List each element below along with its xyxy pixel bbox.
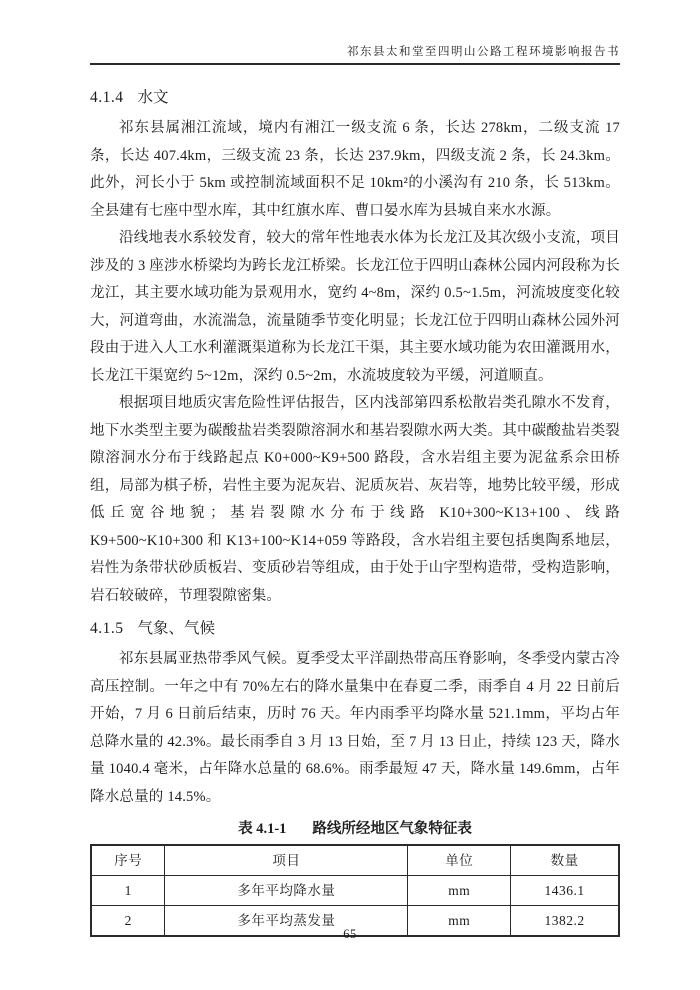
- column-header-item: 项目: [165, 845, 408, 876]
- column-header-unit: 单位: [408, 845, 511, 876]
- section-title: 水文: [137, 89, 169, 106]
- table-caption-title: 路线所经地区气象特征表: [312, 821, 472, 837]
- cell-item: 多年平均降水量: [165, 876, 408, 906]
- cell-unit: mm: [408, 906, 511, 937]
- paragraph: 祁东县属湘江流域，境内有湘江一级支流 6 条，长达 278km，二级支流 17 条，长达 407.4km，三级支流 23 条，长达 237.9km，四级支流 2 条，长 24.3km。此外，河长小于 5km 或控制流域面积不足 10km²的小溪沟有 210 条，长 513km。全县建有七座中型水库，其中红旗水库、曹口晏水库为县城自来水水源。: [90, 120, 620, 219]
- section-number: 4.1.5: [90, 620, 124, 637]
- table-header-row: [91, 845, 619, 876]
- table-row: [91, 876, 619, 906]
- section-title: 气象、气候: [137, 620, 216, 637]
- page-content: [90, 88, 620, 937]
- cell-index: 1: [91, 876, 165, 906]
- report-title: 祁东县太和堂至四明山公路工程环境影响报告书: [347, 46, 620, 58]
- column-header-value: 数量: [511, 845, 619, 876]
- cell-unit: mm: [408, 876, 511, 906]
- page-footer: [0, 927, 700, 942]
- page-header: [90, 0, 620, 65]
- section-heading-climate: [90, 619, 620, 639]
- section-number: 4.1.4: [90, 89, 124, 106]
- column-header-index: 序号: [91, 845, 165, 876]
- table-caption: [90, 820, 620, 839]
- paragraph: 祁东县属亚热带季风气候。夏季受太平洋副热带高压脊影响，冬季受内蒙古冷高压控制。一年之中有 70%左右的降水量集中在春夏二季，雨季自 4 月 22 日前后开始，7 月 6 日前后结束，历时 76 天。年内雨季平均降水量 521.1mm，平均占年总降水量的 42.3%。最长雨季自 3 月 13 日始，至 7 月 13 日止，持续 123 天，降水量 1040.4 毫米，占年降水总量的 68.6%。雨季最短 47 天，降水量 149.6mm，占年降水总量的 14.5%。: [90, 651, 620, 805]
- page-number: 65: [343, 927, 357, 941]
- cell-value: 1436.1: [511, 876, 619, 906]
- paragraph: 根据项目地质灾害危险性评估报告，区内浅部第四系松散岩类孔隙水不发育，地下水类型主要为碳酸盐岩类裂隙溶洞水和基岩裂隙水两大类。其中碳酸盐岩类裂隙溶洞水分布于线路起点 K0+000~K9+500 路段，含水岩组主要为泥盆系佘田桥组，局部为棋子桥，岩性主要为泥灰岩、泥质灰岩、灰岩等，地势比较平缓，形成低丘宽谷地貌；基岩裂隙水分布于线路 K10+300~K13+100、线路 K9+500~K10+300 和 K13+100~K14+059 等路段，含水岩组主要包括奥陶系地层，岩性为条带状砂质板岩、变质砂岩等组成，由于处于山字型构造带，受构造影响，岩石较破碎，节理裂隙密集。: [90, 395, 620, 604]
- cell-item: 多年平均蒸发量: [165, 906, 408, 937]
- weather-features-table: [90, 844, 620, 937]
- cell-value: 1382.2: [511, 906, 619, 937]
- table-caption-label: 表 4.1-1: [238, 821, 287, 837]
- section-heading-hydrology: [90, 88, 620, 108]
- cell-index: 2: [91, 906, 165, 937]
- paragraph: 沿线地表水系较发育，较大的常年性地表水体为长龙江及其次级小支流，项目涉及的 3 座涉水桥梁均为跨长龙江桥梁。长龙江位于四明山森林公园内河段称为长龙江，其主要水域功能为景观用水，宽约 4~8m，深约 0.5~1.5m，河流坡度变化较大，河道弯曲，水流湍急，流量随季节变化明显；长龙江位于四明山森林公园外河段由于进入人工水利灌溉渠道称为长龙江干渠，其主要水域功能为农田灌溉用水，长龙江干渠宽约 5~12m，深约 0.5~2m，水流坡度较为平缓，河道顺直。: [90, 230, 620, 384]
